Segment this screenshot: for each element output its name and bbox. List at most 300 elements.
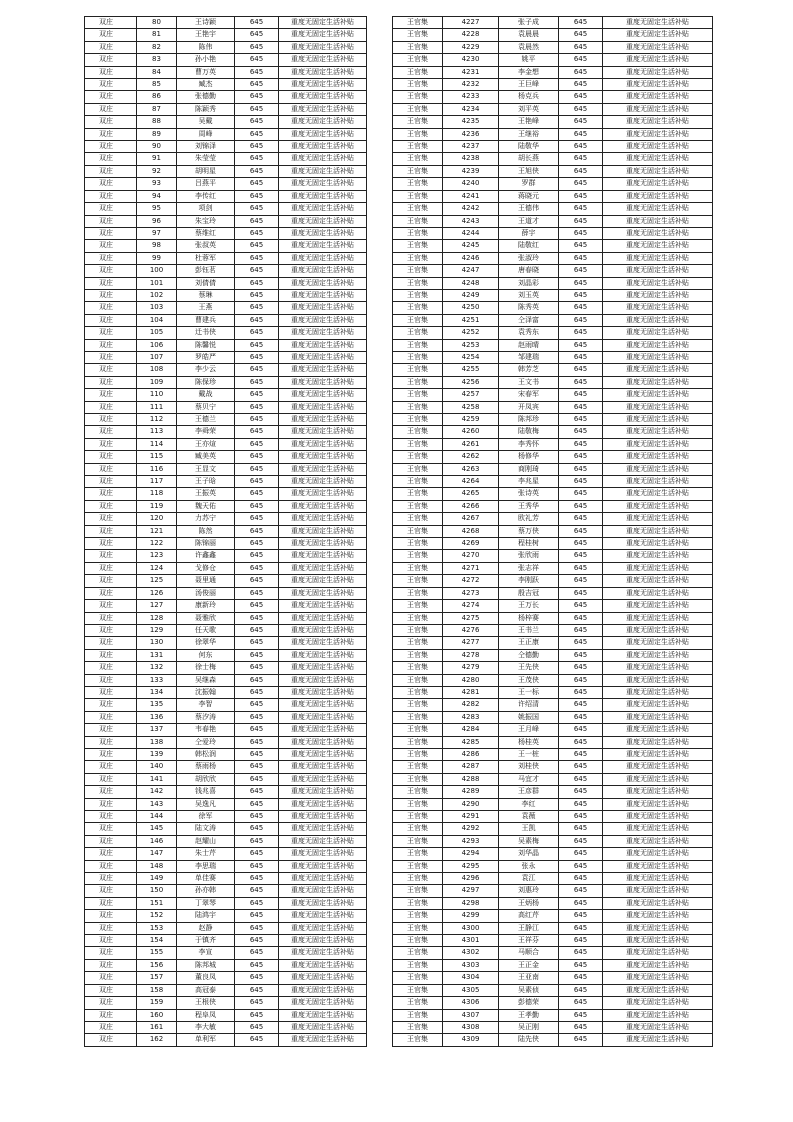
number-cell: 142 xyxy=(137,786,177,798)
number-cell: 4238 xyxy=(443,153,499,165)
subsidy-type-cell: 重度无固定生活补贴 xyxy=(279,922,367,934)
amount-cell: 645 xyxy=(235,302,279,314)
town-cell: 双庄 xyxy=(85,203,137,215)
subsidy-type-cell: 重度无固定生活补贴 xyxy=(603,637,713,649)
name-cell: 陈伟 xyxy=(177,41,235,53)
name-cell: 赵耀山 xyxy=(177,835,235,847)
table-row xyxy=(393,1021,713,1033)
table-row xyxy=(393,54,713,66)
town-cell: 王官集 xyxy=(393,575,443,587)
number-cell: 84 xyxy=(137,66,177,78)
name-cell: 聂里通 xyxy=(177,575,235,587)
subsidy-type-cell: 重度无固定生活补贴 xyxy=(603,786,713,798)
subsidy-type-cell: 重度无固定生活补贴 xyxy=(603,997,713,1009)
amount-cell: 645 xyxy=(235,897,279,909)
subsidy-type-cell: 重度无固定生活补贴 xyxy=(279,1034,367,1046)
subsidy-type-cell: 重度无固定生活补贴 xyxy=(279,376,367,388)
table-row xyxy=(393,711,713,723)
name-cell: 李大敏 xyxy=(177,1021,235,1033)
table-row xyxy=(393,339,713,351)
subsidy-type-cell: 重度无固定生活补贴 xyxy=(603,265,713,277)
amount-cell: 645 xyxy=(235,811,279,823)
town-cell: 双庄 xyxy=(85,265,137,277)
town-cell: 王官集 xyxy=(393,451,443,463)
number-cell: 141 xyxy=(137,773,177,785)
name-cell: 陆敬华 xyxy=(499,141,559,153)
subsidy-type-cell: 重度无固定生活补贴 xyxy=(603,525,713,537)
name-cell: 杨桂英 xyxy=(499,736,559,748)
subsidy-type-cell: 重度无固定生活补贴 xyxy=(603,215,713,227)
subsidy-type-cell: 重度无固定生活补贴 xyxy=(279,637,367,649)
subsidy-type-cell: 重度无固定生活补贴 xyxy=(279,488,367,500)
number-cell: 4254 xyxy=(443,351,499,363)
town-cell: 王官集 xyxy=(393,203,443,215)
amount-cell: 645 xyxy=(559,116,603,128)
table-row xyxy=(85,314,367,326)
town-cell: 双庄 xyxy=(85,736,137,748)
number-cell: 4245 xyxy=(443,240,499,252)
left-subsidy-table xyxy=(84,16,367,1047)
town-cell: 双庄 xyxy=(85,947,137,959)
name-cell: 张淑玲 xyxy=(499,252,559,264)
name-cell: 臧杰 xyxy=(177,79,235,91)
subsidy-type-cell: 重度无固定生活补贴 xyxy=(279,302,367,314)
table-row xyxy=(85,997,367,1009)
number-cell: 135 xyxy=(137,699,177,711)
table-row xyxy=(85,500,367,512)
table-row xyxy=(393,761,713,773)
subsidy-type-cell: 重度无固定生活补贴 xyxy=(603,91,713,103)
table-row xyxy=(393,947,713,959)
amount-cell: 645 xyxy=(235,91,279,103)
name-cell: 袁秀东 xyxy=(499,327,559,339)
subsidy-type-cell: 重度无固定生活补贴 xyxy=(603,165,713,177)
subsidy-type-cell: 重度无固定生活补贴 xyxy=(603,873,713,885)
number-cell: 4285 xyxy=(443,736,499,748)
subsidy-type-cell: 重度无固定生活补贴 xyxy=(279,649,367,661)
table-row xyxy=(393,17,713,29)
town-cell: 双庄 xyxy=(85,488,137,500)
town-cell: 王官集 xyxy=(393,302,443,314)
name-cell: 马顺合 xyxy=(499,947,559,959)
number-cell: 159 xyxy=(137,997,177,1009)
town-cell: 双庄 xyxy=(85,476,137,488)
amount-cell: 645 xyxy=(559,959,603,971)
table-row xyxy=(85,959,367,971)
amount-cell: 645 xyxy=(235,389,279,401)
town-cell: 双庄 xyxy=(85,41,137,53)
town-cell: 双庄 xyxy=(85,848,137,860)
amount-cell: 645 xyxy=(235,426,279,438)
table-row xyxy=(393,302,713,314)
number-cell: 120 xyxy=(137,513,177,525)
town-cell: 王官集 xyxy=(393,227,443,239)
table-row xyxy=(393,153,713,165)
amount-cell: 645 xyxy=(235,686,279,698)
town-cell: 王官集 xyxy=(393,959,443,971)
name-cell: 高红芹 xyxy=(499,910,559,922)
number-cell: 148 xyxy=(137,860,177,872)
town-cell: 双庄 xyxy=(85,153,137,165)
number-cell: 85 xyxy=(137,79,177,91)
table-row xyxy=(393,451,713,463)
number-cell: 107 xyxy=(137,351,177,363)
town-cell: 王官集 xyxy=(393,748,443,760)
town-cell: 王官集 xyxy=(393,835,443,847)
number-cell: 113 xyxy=(137,426,177,438)
town-cell: 王官集 xyxy=(393,128,443,140)
name-cell: 曹万英 xyxy=(177,66,235,78)
number-cell: 133 xyxy=(137,674,177,686)
amount-cell: 645 xyxy=(235,575,279,587)
amount-cell: 645 xyxy=(235,438,279,450)
table-row xyxy=(85,748,367,760)
amount-cell: 645 xyxy=(235,823,279,835)
amount-cell: 645 xyxy=(235,178,279,190)
number-cell: 4300 xyxy=(443,922,499,934)
number-cell: 4265 xyxy=(443,488,499,500)
name-cell: 姚平 xyxy=(499,54,559,66)
name-cell: 王先侠 xyxy=(499,662,559,674)
name-cell: 陈颖秀 xyxy=(177,103,235,115)
table-row xyxy=(393,376,713,388)
name-cell: 王亚南 xyxy=(499,972,559,984)
number-cell: 105 xyxy=(137,327,177,339)
subsidy-type-cell: 重度无固定生活补贴 xyxy=(279,240,367,252)
table-row xyxy=(85,724,367,736)
name-cell: 杨克兵 xyxy=(499,91,559,103)
number-cell: 99 xyxy=(137,252,177,264)
number-cell: 130 xyxy=(137,637,177,649)
amount-cell: 645 xyxy=(235,327,279,339)
name-cell: 袁薇 xyxy=(499,811,559,823)
number-cell: 4232 xyxy=(443,79,499,91)
name-cell: 孙小艳 xyxy=(177,54,235,66)
town-cell: 王官集 xyxy=(393,724,443,736)
town-cell: 王官集 xyxy=(393,848,443,860)
number-cell: 4297 xyxy=(443,885,499,897)
amount-cell: 645 xyxy=(235,79,279,91)
name-cell: 王书兰 xyxy=(499,624,559,636)
table-row xyxy=(85,885,367,897)
subsidy-type-cell: 重度无固定生活补贴 xyxy=(603,240,713,252)
amount-cell: 645 xyxy=(559,972,603,984)
town-cell: 王官集 xyxy=(393,922,443,934)
amount-cell: 645 xyxy=(559,984,603,996)
town-cell: 王官集 xyxy=(393,17,443,29)
town-cell: 王官集 xyxy=(393,41,443,53)
name-cell: 杜蓉军 xyxy=(177,252,235,264)
table-row xyxy=(393,649,713,661)
town-cell: 王官集 xyxy=(393,389,443,401)
subsidy-type-cell: 重度无固定生活补贴 xyxy=(279,575,367,587)
subsidy-type-cell: 重度无固定生活补贴 xyxy=(279,277,367,289)
amount-cell: 645 xyxy=(559,66,603,78)
amount-cell: 645 xyxy=(235,624,279,636)
subsidy-type-cell: 重度无固定生活补贴 xyxy=(279,463,367,475)
town-cell: 双庄 xyxy=(85,699,137,711)
table-row xyxy=(85,364,367,376)
number-cell: 4240 xyxy=(443,178,499,190)
amount-cell: 645 xyxy=(235,29,279,41)
table-row xyxy=(85,773,367,785)
subsidy-type-cell: 重度无固定生活补贴 xyxy=(279,587,367,599)
amount-cell: 645 xyxy=(559,141,603,153)
table-row xyxy=(393,823,713,835)
subsidy-type-cell: 重度无固定生活补贴 xyxy=(279,848,367,860)
number-cell: 119 xyxy=(137,500,177,512)
table-row xyxy=(393,240,713,252)
table-row xyxy=(85,178,367,190)
town-cell: 双庄 xyxy=(85,314,137,326)
table-row xyxy=(85,786,367,798)
amount-cell: 645 xyxy=(235,761,279,773)
subsidy-type-cell: 重度无固定生活补贴 xyxy=(603,835,713,847)
subsidy-type-cell: 重度无固定生活补贴 xyxy=(279,686,367,698)
table-row xyxy=(393,600,713,612)
subsidy-type-cell: 重度无固定生活补贴 xyxy=(279,1021,367,1033)
amount-cell: 645 xyxy=(235,153,279,165)
name-cell: 赵静 xyxy=(177,922,235,934)
town-cell: 王官集 xyxy=(393,66,443,78)
subsidy-type-cell: 重度无固定生活补贴 xyxy=(279,438,367,450)
name-cell: 韩芳芝 xyxy=(499,364,559,376)
name-cell: 陆先侠 xyxy=(499,1034,559,1046)
town-cell: 双庄 xyxy=(85,612,137,624)
amount-cell: 645 xyxy=(235,612,279,624)
subsidy-type-cell: 重度无固定生活补贴 xyxy=(603,935,713,947)
town-cell: 双庄 xyxy=(85,463,137,475)
amount-cell: 645 xyxy=(235,500,279,512)
town-cell: 王官集 xyxy=(393,364,443,376)
amount-cell: 645 xyxy=(235,835,279,847)
subsidy-type-cell: 重度无固定生活补贴 xyxy=(279,401,367,413)
name-cell: 蔡琳 xyxy=(177,289,235,301)
name-cell: 王静江 xyxy=(499,922,559,934)
town-cell: 王官集 xyxy=(393,600,443,612)
number-cell: 131 xyxy=(137,649,177,661)
name-cell: 罗群 xyxy=(499,178,559,190)
table-row xyxy=(393,389,713,401)
subsidy-type-cell: 重度无固定生活补贴 xyxy=(603,79,713,91)
amount-cell: 645 xyxy=(559,897,603,909)
amount-cell: 645 xyxy=(559,624,603,636)
number-cell: 4242 xyxy=(443,203,499,215)
town-cell: 王官集 xyxy=(393,463,443,475)
number-cell: 4290 xyxy=(443,798,499,810)
table-row xyxy=(393,699,713,711)
name-cell: 王一桩 xyxy=(499,748,559,760)
name-cell: 刘锦泽 xyxy=(177,141,235,153)
name-cell: 王正康 xyxy=(499,637,559,649)
name-cell: 迁书侠 xyxy=(177,327,235,339)
subsidy-type-cell: 重度无固定生活补贴 xyxy=(279,178,367,190)
name-cell: 张德勤 xyxy=(177,91,235,103)
amount-cell: 645 xyxy=(235,190,279,202)
amount-cell: 645 xyxy=(559,476,603,488)
amount-cell: 645 xyxy=(235,240,279,252)
name-cell: 王彦群 xyxy=(499,786,559,798)
subsidy-type-cell: 重度无固定生活补贴 xyxy=(603,562,713,574)
table-row xyxy=(85,935,367,947)
subsidy-type-cell: 重度无固定生活补贴 xyxy=(603,575,713,587)
number-cell: 4258 xyxy=(443,401,499,413)
name-cell: 高冠泰 xyxy=(177,984,235,996)
town-cell: 双庄 xyxy=(85,997,137,1009)
name-cell: 王诗颖 xyxy=(177,17,235,29)
amount-cell: 645 xyxy=(559,562,603,574)
table-row xyxy=(85,29,367,41)
name-cell: 徐翠华 xyxy=(177,637,235,649)
subsidy-type-cell: 重度无固定生活补贴 xyxy=(603,1034,713,1046)
town-cell: 王官集 xyxy=(393,289,443,301)
subsidy-type-cell: 重度无固定生活补贴 xyxy=(279,29,367,41)
name-cell: 胡欣欣 xyxy=(177,773,235,785)
table-row xyxy=(85,922,367,934)
subsidy-type-cell: 重度无固定生活补贴 xyxy=(279,761,367,773)
amount-cell: 645 xyxy=(559,811,603,823)
name-cell: 许绍清 xyxy=(499,699,559,711)
subsidy-type-cell: 重度无固定生活补贴 xyxy=(603,302,713,314)
town-cell: 双庄 xyxy=(85,289,137,301)
number-cell: 83 xyxy=(137,54,177,66)
amount-cell: 645 xyxy=(235,401,279,413)
table-row xyxy=(393,612,713,624)
name-cell: 李思瑞 xyxy=(177,860,235,872)
table-row xyxy=(393,587,713,599)
table-row xyxy=(85,674,367,686)
subsidy-type-cell: 重度无固定生活补贴 xyxy=(279,525,367,537)
name-cell: 李智 xyxy=(177,699,235,711)
table-row xyxy=(85,103,367,115)
name-cell: 陈锦丽 xyxy=(177,538,235,550)
subsidy-type-cell: 重度无固定生活补贴 xyxy=(279,885,367,897)
amount-cell: 645 xyxy=(235,1009,279,1021)
subsidy-type-cell: 重度无固定生活补贴 xyxy=(603,54,713,66)
number-cell: 136 xyxy=(137,711,177,723)
town-cell: 双庄 xyxy=(85,91,137,103)
amount-cell: 645 xyxy=(559,438,603,450)
town-cell: 双庄 xyxy=(85,252,137,264)
town-cell: 双庄 xyxy=(85,761,137,773)
subsidy-type-cell: 重度无固定生活补贴 xyxy=(279,786,367,798)
name-cell: 钱兆喜 xyxy=(177,786,235,798)
table-row xyxy=(393,116,713,128)
name-cell: 蔡贝宁 xyxy=(177,401,235,413)
subsidy-type-cell: 重度无固定生活补贴 xyxy=(603,203,713,215)
amount-cell: 645 xyxy=(559,79,603,91)
amount-cell: 645 xyxy=(235,600,279,612)
town-cell: 王官集 xyxy=(393,699,443,711)
town-cell: 王官集 xyxy=(393,860,443,872)
table-row xyxy=(85,1021,367,1033)
subsidy-type-cell: 重度无固定生活补贴 xyxy=(603,550,713,562)
town-cell: 王官集 xyxy=(393,327,443,339)
amount-cell: 645 xyxy=(559,227,603,239)
amount-cell: 645 xyxy=(559,649,603,661)
table-row xyxy=(393,848,713,860)
amount-cell: 645 xyxy=(235,351,279,363)
amount-cell: 645 xyxy=(235,289,279,301)
name-cell: 许鑫鑫 xyxy=(177,550,235,562)
name-cell: 王德兰 xyxy=(177,414,235,426)
number-cell: 4259 xyxy=(443,414,499,426)
town-cell: 双庄 xyxy=(85,66,137,78)
subsidy-type-cell: 重度无固定生活补贴 xyxy=(603,190,713,202)
town-cell: 双庄 xyxy=(85,674,137,686)
amount-cell: 645 xyxy=(235,451,279,463)
subsidy-type-cell: 重度无固定生活补贴 xyxy=(279,91,367,103)
amount-cell: 645 xyxy=(235,1034,279,1046)
amount-cell: 645 xyxy=(559,240,603,252)
subsidy-type-cell: 重度无固定生活补贴 xyxy=(603,699,713,711)
table-row xyxy=(393,364,713,376)
table-row xyxy=(393,575,713,587)
amount-cell: 645 xyxy=(559,538,603,550)
amount-cell: 645 xyxy=(235,41,279,53)
amount-cell: 645 xyxy=(559,41,603,53)
number-cell: 4270 xyxy=(443,550,499,562)
name-cell: 魏天佑 xyxy=(177,500,235,512)
number-cell: 4227 xyxy=(443,17,499,29)
number-cell: 4277 xyxy=(443,637,499,649)
number-cell: 86 xyxy=(137,91,177,103)
subsidy-type-cell: 重度无固定生活补贴 xyxy=(603,178,713,190)
town-cell: 王官集 xyxy=(393,500,443,512)
amount-cell: 645 xyxy=(559,314,603,326)
town-cell: 王官集 xyxy=(393,339,443,351)
table-row xyxy=(393,550,713,562)
number-cell: 4236 xyxy=(443,128,499,140)
table-row xyxy=(85,153,367,165)
subsidy-type-cell: 重度无固定生活补贴 xyxy=(279,414,367,426)
number-cell: 4249 xyxy=(443,289,499,301)
amount-cell: 645 xyxy=(559,525,603,537)
table-row xyxy=(393,811,713,823)
amount-cell: 645 xyxy=(559,17,603,29)
town-cell: 王官集 xyxy=(393,438,443,450)
name-cell: 丁翠琴 xyxy=(177,897,235,909)
number-cell: 4302 xyxy=(443,947,499,959)
table-row xyxy=(85,848,367,860)
table-row xyxy=(85,662,367,674)
table-row xyxy=(393,41,713,53)
town-cell: 双庄 xyxy=(85,798,137,810)
subsidy-type-cell: 重度无固定生活补贴 xyxy=(603,587,713,599)
number-cell: 87 xyxy=(137,103,177,115)
name-cell: 王一标 xyxy=(499,686,559,698)
town-cell: 双庄 xyxy=(85,302,137,314)
amount-cell: 645 xyxy=(559,550,603,562)
amount-cell: 645 xyxy=(235,17,279,29)
name-cell: 吴戴 xyxy=(177,116,235,128)
amount-cell: 645 xyxy=(559,1009,603,1021)
table-row xyxy=(85,624,367,636)
number-cell: 4288 xyxy=(443,773,499,785)
name-cell: 陈邦城 xyxy=(177,959,235,971)
table-row xyxy=(393,972,713,984)
number-cell: 4274 xyxy=(443,600,499,612)
table-row xyxy=(393,289,713,301)
name-cell: 张诗英 xyxy=(499,488,559,500)
town-cell: 双庄 xyxy=(85,438,137,450)
name-cell: 姚振国 xyxy=(499,711,559,723)
name-cell: 吴素侦 xyxy=(499,984,559,996)
table-row xyxy=(85,612,367,624)
name-cell: 王道才 xyxy=(499,215,559,227)
amount-cell: 645 xyxy=(559,885,603,897)
town-cell: 王官集 xyxy=(393,165,443,177)
